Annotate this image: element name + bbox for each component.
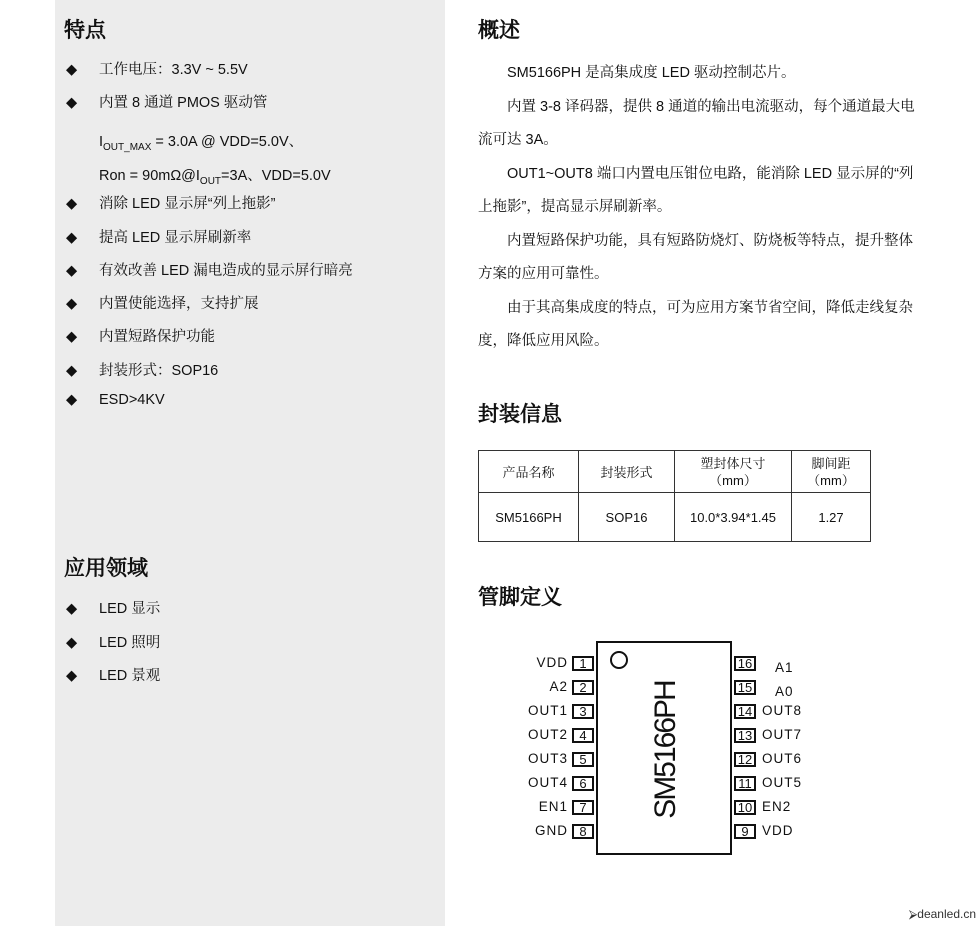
pin-label: OUT5 <box>762 775 803 790</box>
feature-item <box>66 325 215 346</box>
bullet-icon: ◆ <box>66 392 78 408</box>
pin-number: 12 <box>734 752 756 767</box>
pin-number: 10 <box>734 800 756 815</box>
overview-title: 概述 <box>478 17 520 42</box>
feature-item <box>66 359 218 380</box>
bullet-icon: ◆ <box>66 263 78 279</box>
bullet-icon: ◆ <box>66 196 78 212</box>
pin-label: A2 <box>549 679 568 694</box>
t: 内置使能选择，支持扩展 <box>99 296 259 312</box>
t: 内置短路保护功能 <box>99 329 215 345</box>
application-item <box>66 664 160 685</box>
bullet-icon: ◆ <box>66 601 78 617</box>
t: 封装形式：SOP16 <box>99 363 219 379</box>
pin-number: 14 <box>734 704 756 719</box>
pin-number: 16 <box>734 656 756 671</box>
pin-label: A0 <box>775 684 794 699</box>
pin-label: OUT7 <box>762 727 803 742</box>
feature-item <box>66 91 267 112</box>
bullet-icon: ◆ <box>66 668 78 684</box>
watermark: ⮚deanled.cn <box>908 907 976 921</box>
th: 产品名称 <box>479 451 579 493</box>
pin1-marker <box>610 651 628 669</box>
feature-item <box>66 392 165 408</box>
t: OUT <box>199 175 222 187</box>
bullet-icon: ◆ <box>66 329 78 345</box>
overview-paragraph: 由于其高集成度的特点，可为应用方案节省空间，降低走线复杂度，降低应用风险。 <box>478 299 913 349</box>
th: 脚间距 （mm） <box>792 451 871 493</box>
pin-label: OUT2 <box>527 727 568 742</box>
pin-number: 9 <box>734 824 756 839</box>
t: 有效改善 LED 漏电造成的显示屏行暗亮 <box>99 263 353 279</box>
feature-item <box>66 259 353 280</box>
overview-paragraph: 内置 3-8 译码器，提供 8 通道的输出电流驱动，每个通道最大电流可达 3A。 <box>478 98 915 148</box>
th: 封装形式 <box>579 451 675 493</box>
td: SM5166PH <box>479 493 579 542</box>
applications-title: 应用领域 <box>64 555 148 580</box>
pin-number: 6 <box>572 776 594 791</box>
pin-number: 8 <box>572 824 594 839</box>
pin-label: VDD <box>762 823 794 838</box>
t: =3A、VDD=5.0V <box>221 168 331 184</box>
package-title: 封装信息 <box>478 401 562 426</box>
overview-paragraph: OUT1~OUT8 端口内置电压钳位电路，能消除 LED 显示屏的“列上拖影”，提高显示屏刷新率。 <box>478 165 914 215</box>
pin-number: 7 <box>572 800 594 815</box>
th: 塑封体尺寸 （mm） <box>675 451 792 493</box>
iout-max-spec <box>99 130 303 153</box>
t: 提高 LED 显示屏刷新率 <box>99 230 252 246</box>
pin-label: OUT8 <box>762 703 803 718</box>
chip-body <box>596 641 732 855</box>
ron-spec <box>99 164 331 187</box>
bullet-icon: ◆ <box>66 296 78 312</box>
t: = 3.0A @ VDD=5.0V、 <box>151 134 304 150</box>
t: LED 显示 <box>99 601 161 617</box>
pin-label: GND <box>535 823 568 838</box>
t: deanled.cn <box>917 907 976 921</box>
application-item <box>66 631 160 652</box>
t: 内置 8 通道 PMOS 驱动管 <box>99 95 268 111</box>
pin-number: 1 <box>572 656 594 671</box>
td: 1.27 <box>792 493 871 542</box>
t: 工作电压：3.3V ~ 5.5V <box>99 62 248 78</box>
package-table <box>478 450 871 542</box>
overview-paragraph: SM5166PH 是高集成度 LED 驱动控制芯片。 <box>507 65 796 81</box>
pin-number: 11 <box>734 776 756 791</box>
pin-number: 3 <box>572 704 594 719</box>
feature-item <box>66 226 251 247</box>
pin-number: 5 <box>572 752 594 767</box>
pin-label: OUT3 <box>527 751 568 766</box>
t: ESD>4KV <box>99 392 165 408</box>
t: LED 景观 <box>99 668 161 684</box>
t: OUT_MAX <box>103 141 152 153</box>
pin-label: VDD <box>536 655 568 670</box>
bullet-icon: ◆ <box>66 363 78 379</box>
pin-label: EN2 <box>762 799 792 814</box>
feature-item <box>66 292 259 313</box>
pin-number: 2 <box>572 680 594 695</box>
t: I <box>99 134 104 150</box>
bullet-icon: ◆ <box>66 230 78 246</box>
pin-label: OUT4 <box>527 775 568 790</box>
pinout-title: 管脚定义 <box>478 584 562 609</box>
bullet-icon: ◆ <box>66 95 78 111</box>
pin-number: 15 <box>734 680 756 695</box>
overview-text <box>478 57 918 359</box>
t: 消除 LED 显示屏“列上拖影” <box>99 196 276 212</box>
pin-label: OUT6 <box>762 751 803 766</box>
pin-number: 13 <box>734 728 756 743</box>
pin-label: A1 <box>775 660 794 675</box>
bullet-icon: ◆ <box>66 634 78 651</box>
feature-item <box>66 192 275 213</box>
td: SOP16 <box>579 493 675 542</box>
pin-number: 4 <box>572 728 594 743</box>
pin-label: EN1 <box>538 799 568 814</box>
pin-label: OUT1 <box>527 703 568 718</box>
t: Ron = 90mΩ@I <box>99 168 200 184</box>
features-title: 特点 <box>64 17 106 42</box>
feature-item <box>66 58 248 79</box>
application-item <box>66 597 160 618</box>
td: 10.0*3.94*1.45 <box>675 493 792 542</box>
overview-paragraph: 内置短路保护功能，具有短路防烧灯、防烧板等特点，提升整体方案的应用可靠性。 <box>478 232 913 282</box>
t: LED 照明 <box>99 634 161 651</box>
bullet-icon: ◆ <box>66 62 78 78</box>
chip-name: SM5166PH <box>649 681 682 819</box>
